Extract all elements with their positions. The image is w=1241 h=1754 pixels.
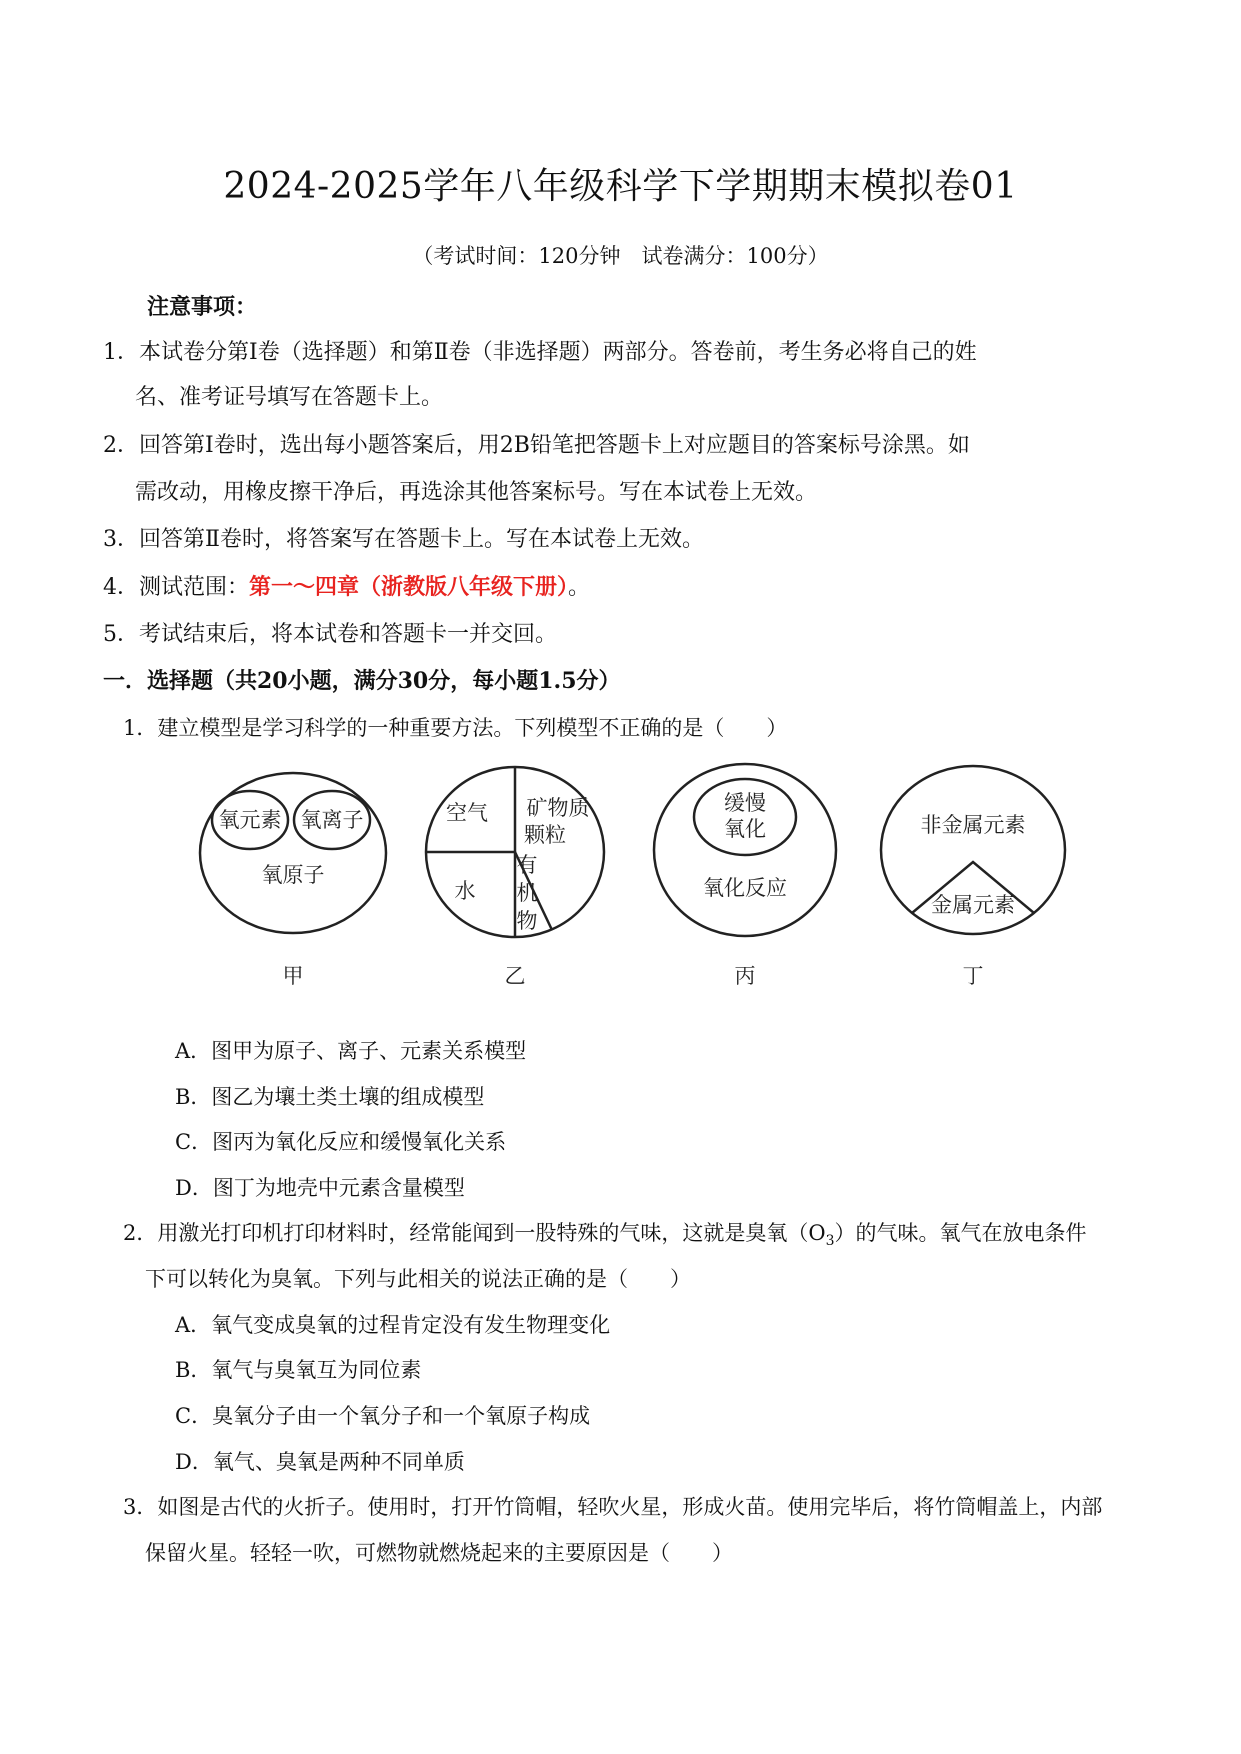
bing-label-slow-2: 氧化	[724, 817, 766, 841]
yi-label-mineral-2: 颗粒	[524, 823, 566, 847]
note-number: 4．	[103, 575, 139, 600]
question-2-option-d: D．氧气、臭氧是两种不同单质	[175, 1450, 465, 1474]
question-1-option-b: B．图乙为壤土类土壤的组成模型	[175, 1085, 485, 1109]
yi-label-organic-3: 物	[516, 909, 538, 933]
note-item-3	[103, 522, 704, 553]
bing-label-slow-1: 缓慢	[724, 791, 766, 815]
jia-caption: 甲	[282, 964, 304, 988]
jia-label-atom: 氧原子	[261, 863, 325, 887]
ozone-subscript: 3	[825, 1233, 835, 1250]
question-2-stem-cont: 下可以转化为臭氧。下列与此相关的说法正确的是（ ）	[145, 1267, 691, 1291]
yi-label-organic-2: 机	[516, 881, 538, 905]
yi-label-mineral-1: 矿物质	[526, 796, 590, 820]
exam-info: （考试时间：120分钟 试卷满分：100分）	[412, 244, 829, 268]
jia-label-element: 氧元素	[218, 808, 282, 832]
test-scope: 第一～四章（浙教版八年级下册）	[249, 574, 569, 600]
jia-label-ion: 氧离子	[300, 808, 364, 832]
note-item-2	[103, 428, 970, 459]
page-title: 2024-2025学年八年级科学下学期期末模拟卷01	[223, 166, 1018, 207]
question-1-figure	[180, 760, 1080, 1000]
question-1-stem: 1．建立模型是学习科学的一种重要方法。下列模型不正确的是（ ）	[123, 716, 788, 740]
note-item-2-cont: 需改动，用橡皮擦干净后，再选涂其他答案标号。写在本试卷上无效。	[135, 480, 818, 505]
question-3-stem: 3．如图是古代的火折子。使用时，打开竹筒帽，轻吹火星，形成火苗。使用完毕后，将竹筒帽盖上，内部	[123, 1495, 1103, 1519]
note-text: 考试结束后，将本试卷和答题卡一并交回。	[139, 622, 558, 647]
note-text: 测试范围：	[139, 575, 250, 600]
ding-label-metal: 金属元素	[931, 893, 1015, 917]
question-2-option-b: B．氧气与臭氧互为同位素	[175, 1358, 422, 1382]
note-item-4	[103, 570, 590, 601]
yi-label-air: 空气	[446, 801, 488, 825]
note-number: 5．	[103, 622, 139, 647]
note-text: 回答第Ⅰ卷时，选出每小题答案后，用2B铅笔把答题卡上对应题目的答案标号涂黑。如	[139, 433, 970, 458]
ding-caption: 丁	[962, 964, 984, 988]
note-text: 本试卷分第Ⅰ卷（选择题）和第Ⅱ卷（非选择题）两部分。答卷前，考生务必将自己的姓	[139, 340, 977, 365]
question-2-stem-part-a: 2．用激光打印机打印材料时，经常能闻到一股特殊的气味，这就是臭氧（	[123, 1221, 809, 1245]
question-3-stem-cont: 保留火星。轻轻一吹，可燃物就燃烧起来的主要原因是（ ）	[145, 1541, 733, 1565]
note-item-5	[103, 617, 557, 648]
notes-heading: 注意事项：	[147, 294, 258, 320]
question-1-option-c: C．图丙为氧化反应和缓慢氧化关系	[175, 1130, 507, 1154]
bing-outer-circle	[654, 764, 836, 936]
question-2-stem-part-b: ）的气味。氧气在放电条件	[834, 1221, 1087, 1245]
question-2-option-c: C．臭氧分子由一个氧分子和一个氧原子构成	[175, 1404, 591, 1428]
note-number: 1．	[103, 340, 139, 365]
section-heading: 一．选择题（共20小题，满分30分，每小题1.5分）	[103, 668, 621, 694]
note-number: 3．	[103, 527, 139, 552]
bing-label-oxidation: 氧化反应	[703, 876, 787, 900]
yi-caption: 乙	[504, 964, 526, 988]
ding-label-nonmetal: 非金属元素	[920, 813, 1026, 837]
yi-label-water: 水	[454, 879, 476, 903]
question-2-stem	[123, 1217, 1087, 1249]
note-number: 2．	[103, 433, 139, 458]
note-item-1	[103, 335, 977, 366]
yi-label-organic-1: 有	[516, 853, 538, 877]
ozone-formula: O	[808, 1221, 826, 1245]
note-text: 回答第Ⅱ卷时，将答案写在答题卡上。写在本试卷上无效。	[139, 527, 704, 552]
note-text-suffix: 。	[568, 575, 591, 600]
note-item-1-cont: 名、准考证号填写在答题卡上。	[135, 385, 444, 410]
question-1-option-a: A．图甲为原子、离子、元素关系模型	[175, 1039, 527, 1063]
bing-caption: 丙	[734, 964, 756, 988]
question-1-option-d: D．图丁为地壳中元素含量模型	[175, 1176, 465, 1200]
question-2-option-a: A．氧气变成臭氧的过程肯定没有发生物理变化	[175, 1313, 611, 1337]
